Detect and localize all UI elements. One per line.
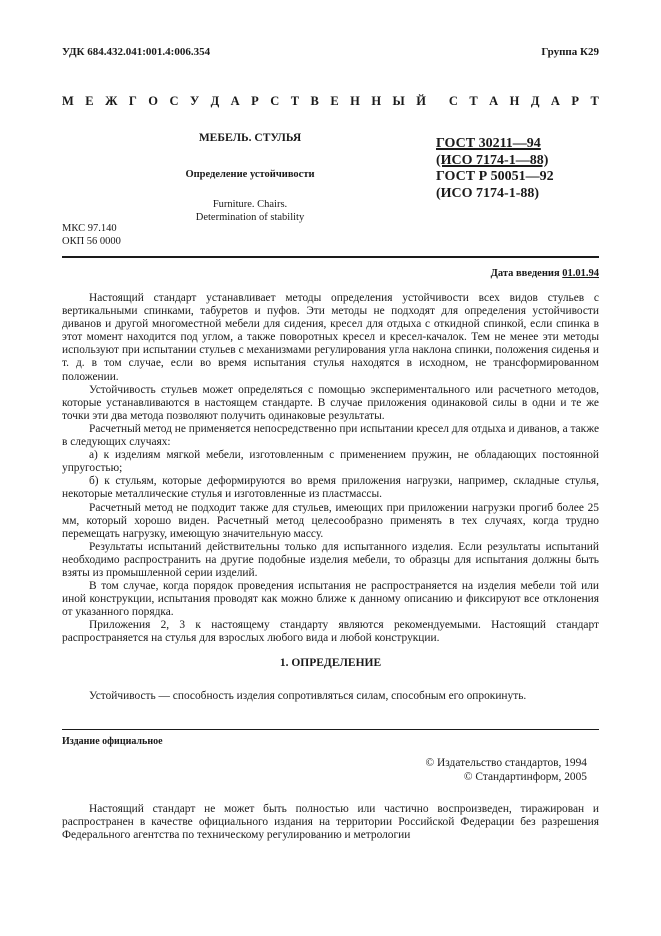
banner-letter: Д — [210, 94, 220, 108]
classification-codes — [62, 223, 121, 248]
banner-letter: Н — [509, 94, 520, 108]
paragraph: Результаты испытаний действительны только для испытанного изделия. Если результаты испытаний необходимо распространить на другие подобные изделия мебели, то образцы для испытания должны быть взяты из промышленной серии изделий. — [62, 540, 599, 579]
english-title-line1: Furniture. Chairs. — [212, 199, 288, 210]
banner-letter: Е — [85, 94, 94, 108]
banner-letter: Ы — [392, 94, 405, 108]
standard-banner — [62, 94, 599, 109]
gost-number: ГОСТ 30211—94 — [436, 136, 541, 151]
paragraph: Настоящий стандарт устанавливает методы определения устойчивости всех видов стульев с вертикальными спинками, табуретов и пуфов. Эти методы не подходят для определения устойчивости диванов и другой многоместной мебели для сидения, кресел для отдыха с откидной спинкой, если спинка в этот момент находится под углом, а также поворотных кресел и кресел-качалок. Тем не менее эти методы используют при испытании стульев с механизмами регулирования угла наклона спинки, положения сиденья и т. д. в том случае, если во время испытания стулья находятся в исходном, не трансформированном положении. — [62, 292, 599, 383]
banner-letter: Т — [590, 94, 599, 108]
section-heading: 1. ОПРЕДЕЛЕНИЕ — [279, 657, 382, 669]
banner-letter: Р — [571, 94, 580, 108]
okp-code: ОКП 56 0000 — [62, 235, 121, 247]
banner-letter: М — [62, 94, 74, 108]
banner-letter: Т — [290, 94, 300, 108]
udk-code: УДК 684.432.041:001.4:006.354 — [62, 46, 211, 58]
gost-r-number: ГОСТ Р 50051—92 — [436, 169, 554, 184]
banner-letter: Г — [128, 94, 137, 108]
banner-letter: У — [189, 94, 200, 108]
copyright-line: © Издательство стандартов, 1994 — [425, 757, 587, 769]
iso-reference-2: (ИСО 7174-1-88) — [436, 185, 540, 201]
banner-letter: А — [489, 94, 499, 108]
banner-letter: А — [230, 94, 240, 108]
rights-text: Настоящий стандарт не может быть полностью или частично воспроизведен, тиражирован и распространен в качестве официального издания на территории Российской Федерации без разрешения Федерального агентства по техническому регулированию и метрологии — [62, 803, 599, 842]
title-block — [150, 132, 350, 224]
paragraph: Расчетный метод не применяется непосредственно при испытании кресел для отдыха и диванов, а также в следующих случаях: — [62, 422, 599, 449]
paragraph: В том случае, когда порядок проведения испытания не распространяется на изделия мебели той или иной конструкции, испытания проводят как можно ближе к данному описанию и фиксируют все отклонения от указанного порядка. — [62, 580, 599, 619]
document-subtitle: Определение устойчивости — [185, 169, 315, 180]
mks-code: МКС 97.140 — [62, 223, 117, 234]
banner-letter: Н — [371, 94, 382, 108]
paragraph: Расчетный метод не подходит также для стульев, имеющих при приложении нагрузки прогиб более 25 мм, который хорошо виден. Расчетный метод целесообразно применять в тех случаях, когда трудно перемещать нагрузку, имеющую значительную массу. — [62, 501, 599, 540]
banner-letter: А — [550, 94, 560, 108]
definition-text: Устойчивость — способность изделия сопротивляться силам, способным его опрокинуть. — [89, 690, 527, 702]
introduction-date — [491, 268, 599, 279]
banner-letter: Ж — [105, 94, 118, 108]
banner-letter: Д — [530, 94, 540, 108]
edition-label: Издание официальное — [62, 736, 163, 747]
footer-divider — [62, 729, 599, 730]
banner-letter: С — [169, 94, 179, 108]
paragraph: а) к изделиям мягкой мебели, изготовленным с применением пружин, не обладающих постоянной упругостью; — [62, 449, 599, 475]
paragraph: Устойчивость стульев может определяться с помощью экспериментального или расчетного методов, которые устанавливаются в настоящем стандарте. В случае приложения одинаковой силы в одни и те же точки эти два метода позволяют получить одинаковые результаты. — [62, 383, 599, 422]
paragraph: б) к стульям, которые деформируются во время приложения нагрузки, например, складные стулья, некоторые металлические стулья и изготовленные из пластмассы. — [62, 475, 599, 501]
divider — [62, 256, 599, 258]
banner-letter: С — [448, 94, 458, 108]
rights-notice — [62, 803, 599, 842]
banner-letter: Р — [251, 94, 259, 108]
iso-reference: (ИСО 7174-1—88) — [436, 152, 549, 168]
banner-letter: Т — [469, 94, 478, 108]
body-text — [62, 292, 599, 646]
intro-date-value: 01.01.94 — [562, 268, 599, 279]
copyright-block — [426, 757, 587, 784]
document-title: МЕБЕЛЬ. СТУЛЬЯ — [198, 132, 302, 144]
gost-designation — [436, 136, 554, 202]
banner-letter: С — [270, 94, 280, 108]
intro-date-label: Дата введения — [490, 268, 560, 279]
group-code: Группа К29 — [541, 46, 599, 58]
english-title-line2: Determination of stability — [195, 212, 305, 223]
banner-letter: Н — [350, 94, 360, 108]
paragraph: Приложения 2, 3 к настоящему стандарту являются рекомендуемыми. Настоящий стандарт распространяется на стулья для взрослых любого вида и любой конструкции. — [62, 619, 599, 645]
banner-letter: В — [310, 94, 319, 108]
banner-letter: Й — [416, 94, 426, 108]
banner-letter: О — [148, 94, 159, 108]
banner-letter: Е — [330, 94, 339, 108]
copyright-line: © Стандартинформ, 2005 — [463, 770, 587, 783]
